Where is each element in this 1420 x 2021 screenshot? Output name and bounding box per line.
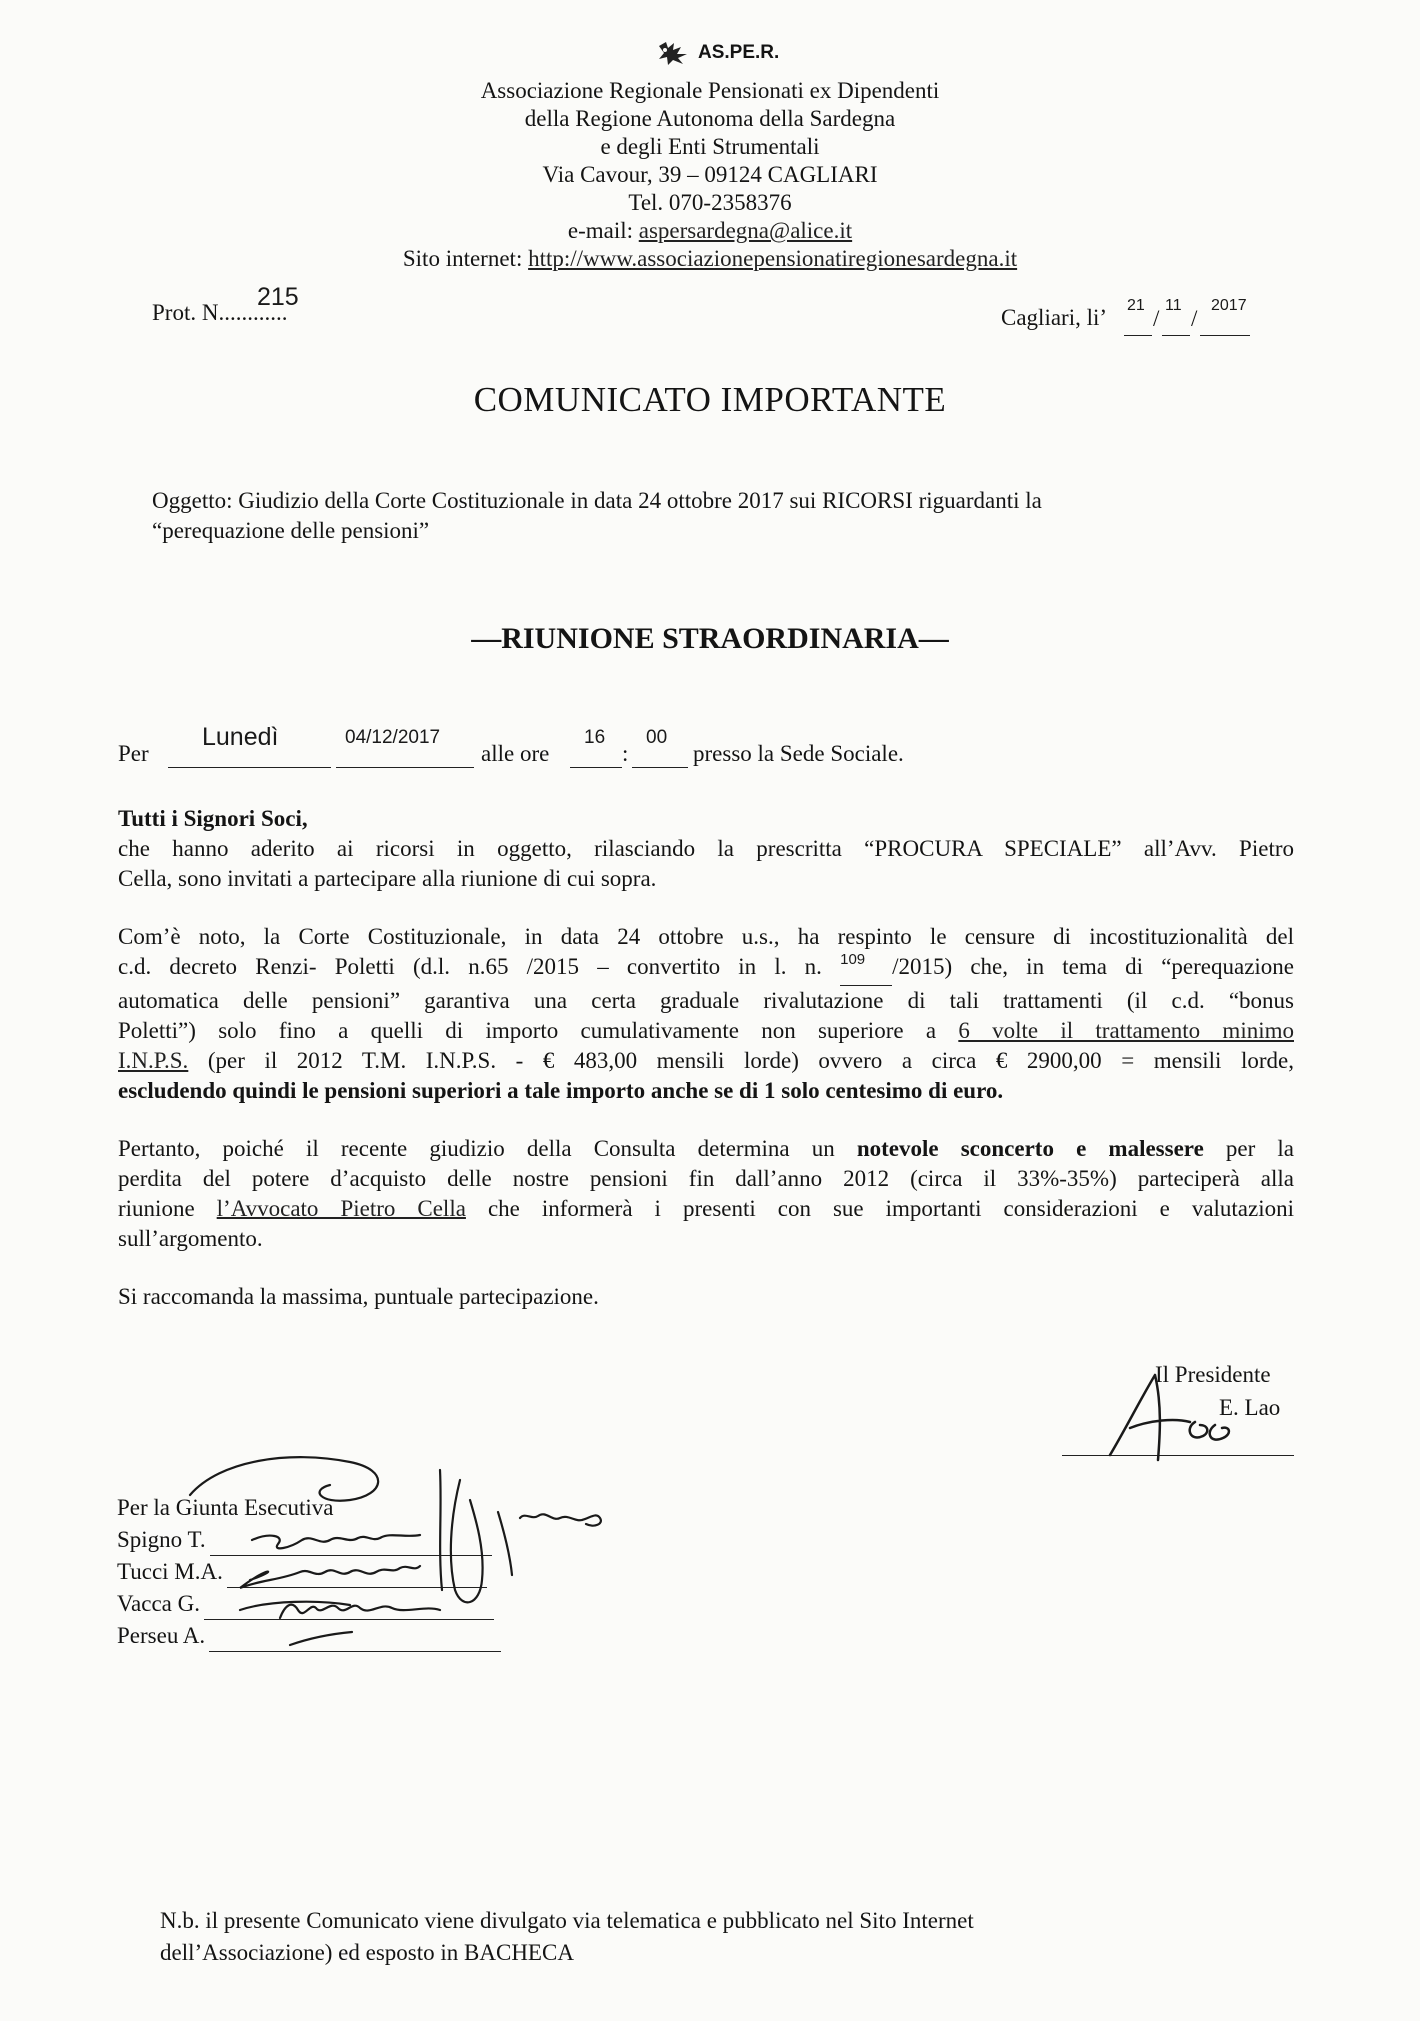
- org-name-line2: della Regione Autonoma della Sardegna: [524, 106, 896, 131]
- org-site-line: [0, 246, 1420, 272]
- member-name: Perseu A.: [117, 1623, 206, 1648]
- subject-line1: Oggetto: Giudizio della Corte Costituzionale in data 24 ottobre 2017 sui RICORSI riguardanti la: [152, 488, 1042, 513]
- inps-underlined: I.N.P.S.: [118, 1048, 189, 1073]
- email-label: e-mail:: [567, 218, 639, 243]
- paragraph-1-line1: che hanno aderito ai ricorsi in oggetto, rilasciando la prescritta “PROCURA SPECIALE” all’Avv. Pietro: [118, 836, 1294, 861]
- footer-note: [160, 1905, 974, 1969]
- member-name: Tucci M.A.: [117, 1559, 223, 1584]
- paragraph-1-line2: Cella, sono invitati a partecipare alla riunione di cui sopra.: [118, 866, 657, 891]
- paragraph-2-line3: automatica delle pensioni” garantiva una certa graduale rivalutazione di tali trattamenti (il c.d. “bonus: [118, 988, 1294, 1013]
- paragraph-2-line6: escludendo quindi le pensioni superiori a tale importo anche se di 1 solo centesimo di euro.: [118, 1078, 1004, 1103]
- president-name: E. Lao: [1219, 1395, 1281, 1420]
- law-number: 109: [840, 951, 866, 968]
- protocol-label: Prot. N............: [152, 300, 288, 325]
- site-label: Sito internet:: [402, 246, 529, 271]
- lawyer-name-underlined: l’Avvocato Pietro Cella: [216, 1196, 466, 1221]
- footer-line2: dell’Associazione) ed esposto in BACHECA: [160, 1940, 574, 1965]
- time-separator: :: [622, 741, 629, 766]
- org-address: Via Cavour, 39 – 09124 CAGLIARI: [542, 162, 878, 187]
- subject-line2: “perequazione delle pensioni”: [152, 518, 430, 543]
- paragraph-2-line4: Poletti”) solo fino a quelli di importo cumulativamente non superiore a 6 volte il trattamento minimo: [118, 1018, 1294, 1043]
- date-place-label: Cagliari, li’: [1001, 305, 1108, 330]
- meeting-minutes: 00: [646, 727, 668, 748]
- paragraph-2-line2: c.d. decreto Renzi- Poletti (d.l. n.65 /2015 – convertito in l. n. $^{109}$ /2015) che, in tema di “perequazione: [118, 952, 1294, 986]
- org-name-line1: Associazione Regionale Pensionati ex Dipendenti: [480, 78, 940, 103]
- asper-logo-icon: [656, 40, 690, 66]
- paragraph-3-line3: riunione l’Avvocato Pietro Cella che informerà i presenti con sue importanti considerazioni e valutazioni: [118, 1196, 1295, 1221]
- body-text: [118, 804, 1294, 1312]
- org-name-line3: e degli Enti Strumentali: [600, 134, 820, 159]
- document-page: AS.PE.R. Associazione Regionale Pensionati ex Dipendenti della Regione Autonoma della Sardegna e degli Enti Strumentali Via Cavour, 39 – 09124 CAGLIARI Tel. 070-2358376 e-mail: aspersardegna@alice.it Sito internet: http://www.associazionepensionatiregionesardegna.it Prot. N............ 215 Cagliari, li’ 21 / 11 / 2017 COMUNICATO IMPORTANTE Oggetto: Giudizio della Corte Costituzionale in data 24 ottobre 2017 sui RICORSI riguardanti la “perequazione delle pensioni” —RIUNIONE STRAORDINARIA— Per Lunedì 04/12/2017 alle ore 16 : 00 presso la Sede Sociale. Tutti i Signori Soci, che hanno aderito ai ricorsi in oggetto, rilasciando la prescritta “PROCURA SPECIALE” all’Avv. Pietro Cella, sono invitati a partecipare alla riunione di cui sopra. Com’è noto, la Corte Costituzionale, in data 24 ottobre u.s., ha respinto le censure di incostituzionalità del c.d. decreto Renzi- Poletti (d.l. n.65 /2015 – convertito in l. n. $^{109}$ /2015) che, in tema di “perequazione automatica delle pensioni” garantiva una certa graduale rivalutazione di tali trattamenti (il c.d. “bonus Poletti”) solo fino a quelli di importo cumulativamente non superiore a 6 volte il trattamento minimo I.N.P.S. (per il 2012 T.M. I.N.P.S. - € 483,00 mensili lorde) ovvero a circa € 2900,00 = mensili lorde, escludendo quindi le pensioni superiori a tale importo anche se di 1 solo centesimo di euro. Pertanto, poiché il recente giudizio della Consulta determina un notevole sconcerto e malessere per la perdita del potere d’acquisto delle nostre pensioni fin dall’anno 2012 (circa il 33%-35%) parteciperà alla riunione l’Avvocato Pietro Cella che informerà i presenti con sue importanti considerazioni e valutazioni sull’argomento. Si raccomanda la massima, puntuale partecipazione. Il Presidente E. Lao Per la Giunta Esecutiva Spigno T. Tucci M.A. Vacca G. Perseu A. N.b. il presente Comunicato viene divulgato via telematica e pubblicato nel Sito Internet dell’Associazione) ed esposto in BACHECA: [0, 0, 1420, 2021]
- date-year: 2017: [1211, 297, 1247, 314]
- president-title: Il Presidente: [1155, 1362, 1271, 1387]
- email-link[interactable]: aspersardegna@alice.it: [638, 218, 853, 243]
- meeting-hour: 16: [584, 727, 606, 748]
- meeting-date: 04/12/2017: [345, 727, 441, 748]
- footer-line1: N.b. il presente Comunicato viene divulgato via telematica e pubblicato nel Sito Internet: [160, 1908, 974, 1933]
- paragraph-3-line1: Pertanto, poiché il recente giudizio della Consulta determina un notevole sconcerto e malessere per la: [118, 1136, 1294, 1161]
- closing-line: Si raccomanda la massima, puntuale partecipazione.: [118, 1284, 599, 1309]
- meeting-per-label: Per: [118, 741, 149, 766]
- site-link[interactable]: http://www.associazionepensionatiregionesardegna.it: [528, 246, 1018, 271]
- paragraph-3-line2: perdita del potere d’acquisto delle nostre pensioni fin dall’anno 2012 (circa il 33%-35%) parteciperà alla: [118, 1166, 1294, 1191]
- org-phone: Tel. 070-2358376: [628, 190, 792, 215]
- date-day: 21: [1127, 297, 1145, 314]
- date-month: 11: [1165, 297, 1182, 314]
- meeting-day: Lunedì: [202, 723, 279, 751]
- logo-text: AS.PE.R.: [698, 42, 780, 63]
- meeting-time-label: alle ore: [481, 741, 550, 766]
- subject: [152, 486, 1262, 546]
- member-name: Vacca G.: [117, 1591, 201, 1616]
- paragraph-2-line1: Com’è noto, la Corte Costituzionale, in data 24 ottobre u.s., ha respinto le censure di incostituzionalità del: [118, 924, 1294, 949]
- meeting-heading: —RIUNIONE STRAORDINARIA—: [471, 622, 949, 655]
- emphasis-bold: notevole sconcerto e malessere: [856, 1136, 1204, 1161]
- paragraph-2-line5: I.N.P.S. (per il 2012 T.M. I.N.P.S. - € 483,00 mensili lorde) ovvero a circa € 2900,00 = mensili lorde,: [118, 1048, 1294, 1073]
- salutation: Tutti i Signori Soci,: [118, 806, 308, 831]
- minimum-pension-underlined: 6 volte il trattamento minimo: [958, 1018, 1294, 1043]
- meeting-place: presso la Sede Sociale.: [693, 741, 904, 766]
- logo: [656, 40, 779, 66]
- org-email-line: [0, 218, 1420, 244]
- member-name: Spigno T.: [117, 1527, 206, 1552]
- executive-board-label: Per la Giunta Esecutiva: [117, 1495, 334, 1520]
- protocol-number: 215: [257, 283, 299, 311]
- board-signatures: [180, 1440, 620, 1660]
- page-title: COMUNICATO IMPORTANTE: [473, 380, 947, 419]
- paragraph-3-line4: sull’argomento.: [118, 1226, 263, 1251]
- president-signature: [1100, 1370, 1270, 1470]
